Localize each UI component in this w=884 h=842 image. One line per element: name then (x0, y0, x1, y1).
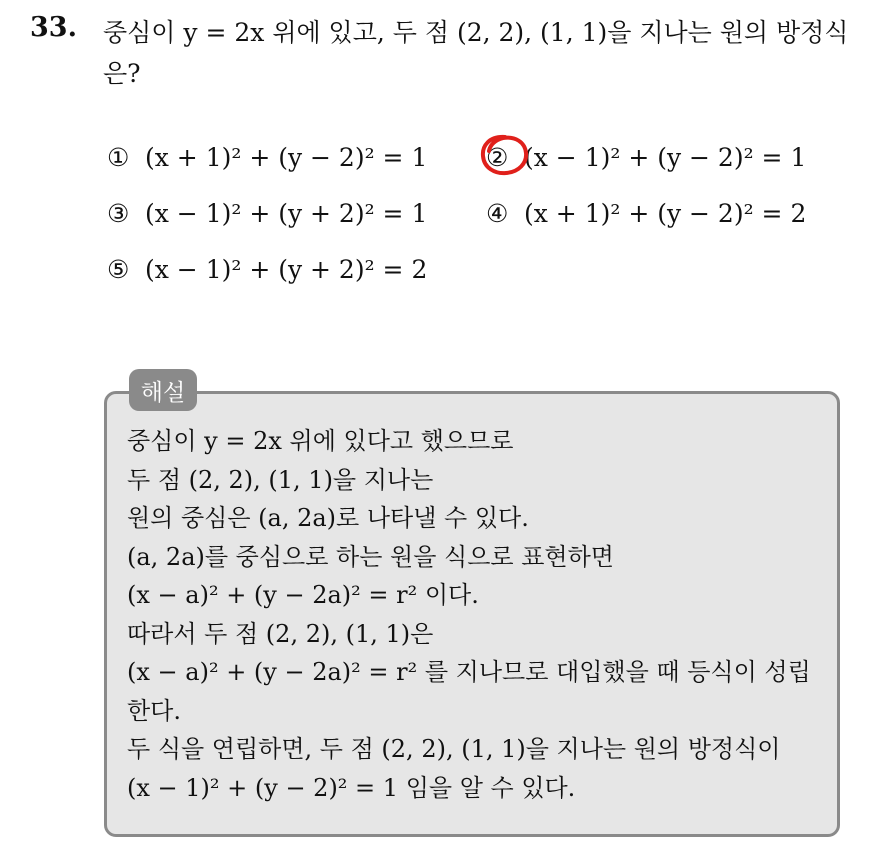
solution-line: 두 점 (2, 2), (1, 1)을 지나는 (127, 465, 434, 494)
solution-line: 중심이 y = 2x 위에 있다고 했으므로 (127, 427, 514, 455)
choice-equation: (x − 1)² + (y + 2)² = 1 (145, 199, 428, 228)
choice-number: ④ (486, 199, 509, 228)
choice-number: ① (107, 143, 130, 172)
choice-equation: (x − 1)² + (y − 2)² = 1 (524, 143, 807, 172)
choice-number: ② (486, 143, 509, 172)
solution-line: 한다. (127, 696, 181, 725)
choice-number: ③ (107, 199, 130, 228)
solution-text (127, 422, 827, 807)
answer-circle-mark (475, 130, 535, 180)
choice-5[interactable] (107, 253, 427, 287)
solution-line: (x − a)² + (y − 2a)² = r² 를 지나므로 대입했을 때 등식이 성립 (127, 658, 811, 686)
choice-number: ⑤ (107, 255, 130, 284)
choice-equation: (x − 1)² + (y + 2)² = 2 (145, 255, 428, 284)
choice-equation: (x + 1)² + (y − 2)² = 1 (145, 143, 428, 172)
solution-label: 해설 (129, 369, 197, 411)
question-number: 33. (30, 12, 77, 43)
solution-line: (a, 2a)를 중심으로 하는 원을 식으로 표현하면 (127, 542, 614, 571)
choice-3[interactable] (107, 197, 427, 231)
choice-equation: (x + 1)² + (y − 2)² = 2 (524, 199, 807, 228)
choice-1[interactable] (107, 141, 427, 175)
solution-line: (x − a)² + (y − 2a)² = r² 이다. (127, 581, 479, 609)
question-text: 중심이 y = 2x 위에 있고, 두 점 (2, 2), (1, 1)을 지나는 원의 방정식은? (103, 18, 849, 88)
solution-line: (x − 1)² + (y − 2)² = 1 임을 알 수 있다. (127, 773, 576, 802)
solution-line: 두 식을 연립하면, 두 점 (2, 2), (1, 1)을 지나는 원의 방정식이 (127, 735, 781, 763)
solution-line: 따라서 두 점 (2, 2), (1, 1)은 (127, 619, 434, 648)
choice-4[interactable] (486, 197, 806, 231)
solution-line: 원의 중심은 (a, 2a)로 나타낼 수 있다. (127, 504, 529, 532)
